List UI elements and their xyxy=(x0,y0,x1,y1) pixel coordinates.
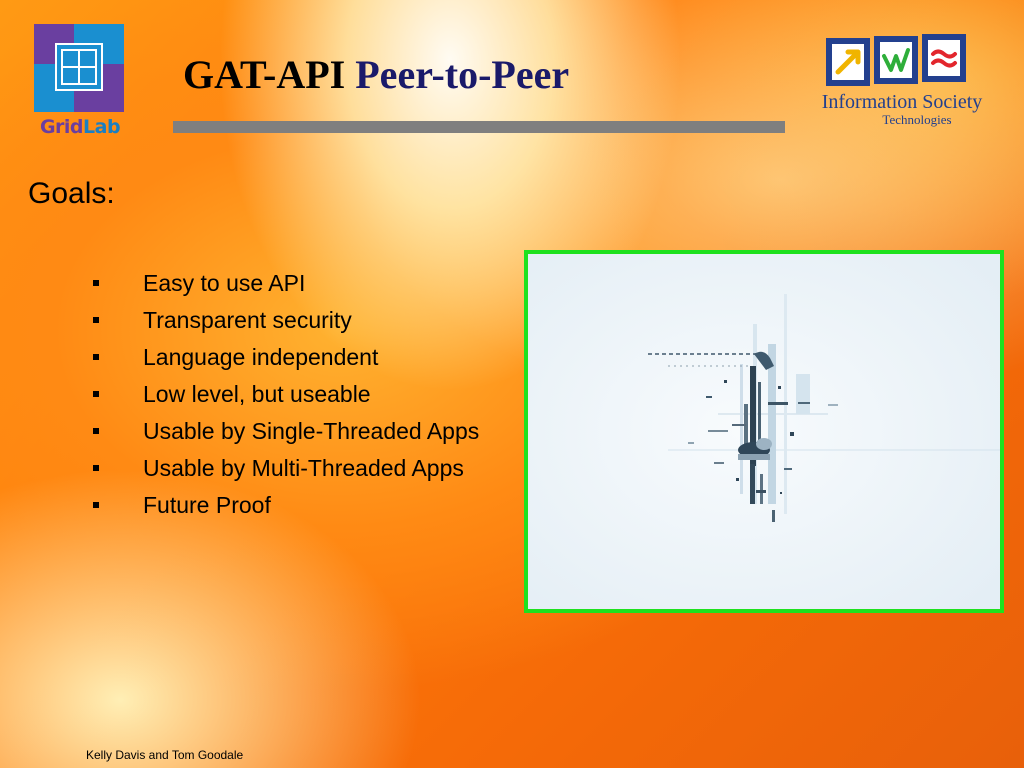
bullet-text: Usable by Single-Threaded Apps xyxy=(143,418,480,444)
title-part-2: Peer-to-Peer xyxy=(355,52,570,97)
gridlab-wordmark xyxy=(32,116,128,138)
abstract-digital-artwork-icon xyxy=(528,254,1000,609)
slide-title xyxy=(183,50,569,100)
bullet-text: Low level, but useable xyxy=(143,381,371,407)
ist-subtitle: Technologies xyxy=(882,112,952,127)
square-bullet-icon xyxy=(93,465,99,471)
bullet-text: Usable by Multi-Threaded Apps xyxy=(143,455,464,481)
square-bullet-icon xyxy=(93,391,99,397)
gridlab-text-lab: Lab xyxy=(83,116,121,138)
bullet-text: Transparent security xyxy=(143,307,352,333)
title-part-1: GAT-API xyxy=(183,52,346,97)
square-bullet-icon xyxy=(93,428,99,434)
goals-heading: Goals: xyxy=(28,177,115,210)
square-bullet-icon xyxy=(93,280,99,286)
bullet-text: Language independent xyxy=(143,344,379,370)
bullet-text: Future Proof xyxy=(143,492,271,518)
square-bullet-icon xyxy=(93,354,99,360)
gridlab-logo xyxy=(32,24,128,140)
bullet-text: Easy to use API xyxy=(143,270,306,296)
square-bullet-icon xyxy=(93,502,99,508)
title-underline xyxy=(173,121,785,133)
ist-name: Information Society xyxy=(821,91,983,113)
framed-image xyxy=(524,250,1004,613)
gridlab-text-grid: Grid xyxy=(39,116,84,138)
gridlab-icon xyxy=(34,24,124,112)
footer-author: Kelly Davis and Tom Goodale xyxy=(86,748,244,762)
square-bullet-icon xyxy=(93,317,99,323)
